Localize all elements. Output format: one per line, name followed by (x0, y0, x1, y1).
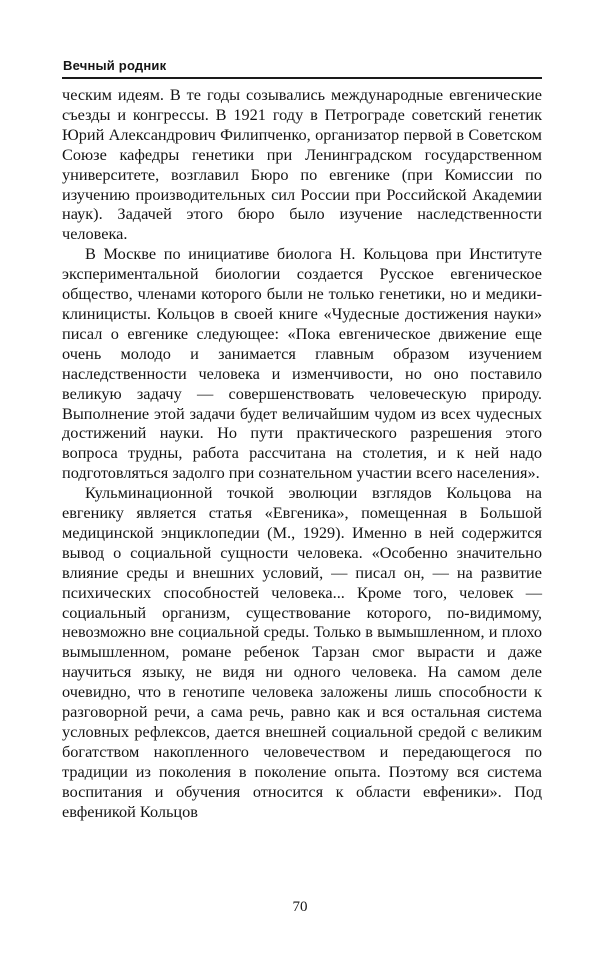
paragraph-eugenics-article: Кульминационной точкой эволюции взглядов Кольцова на евгенику является статья «Евгеника», помещенная в Большой медицинской энциклопедии (М., 1929). Именно в ней содержится вывод о социальной сущности человека. «Особенно значительно влияние среды и внешних условий, — писал он, — на развитие психических способностей человека... Кроме того, человек — социальный организм, существование которого, по-видимому, невозможно вне социальной среды. Только в вымышленном, и плохо вымышленном, романе ребенок Тарзан смог вырасти и даже научиться языку, не видя ни одного человека. На самом деле очевидно, что в генотипе человека заложены лишь способности к разговорной речи, а сама речь, равно как и вся остальная система условных рефлексов, дается внешней социальной средой с великим богатством накопленного человечеством и передающегося по традиции из поколения в поколение опыта. Поэтому вся система воспитания и обучения относится к области евфеники». Под евфеникой Кольцов (62, 483, 542, 821)
book-page (62, 58, 542, 822)
body-text (62, 85, 542, 822)
paragraph-continuation: ческим идеям. В те годы созывались международные евгенические съезды и конгрессы. В 1921 году в Петрограде советский генетик Юрий Александрович Филипченко, организатор первой в Советском Союзе кафедры генетики при Ленинградском государственном университете, возглавил Бюро по евгенике (при Комиссии по изучению производительных сил России при Российской Академии наук). Задачей этого бюро было изучение наследственности человека. (62, 85, 542, 244)
paragraph-koltsov-society: В Москве по инициативе биолога Н. Кольцова при Институте экспериментальной биологии создается Русское евгеническое общество, членами которого были не только генетики, но и медики-клиницисты. Кольцов в своей книге «Чудесные достижения науки» писал о евгенике следующее: «Пока евгеническое движение еще очень молодо и занимается главным образом изучением наследственности человека и изменчивости, но оно поставило великую задачу — совершенствовать человеческую природу. Выполнение этой задачи будет величайшим чудом из всех чудесных достижений науки. Но пути практического разрешения этого вопроса трудны, работа рассчитана на столетия, и к ней надо подготовляться задолго при сознательном участии всего населения». (62, 244, 542, 483)
running-head: Вечный родник (63, 58, 167, 73)
header-rule (62, 77, 542, 79)
page-number: 70 (292, 899, 308, 915)
